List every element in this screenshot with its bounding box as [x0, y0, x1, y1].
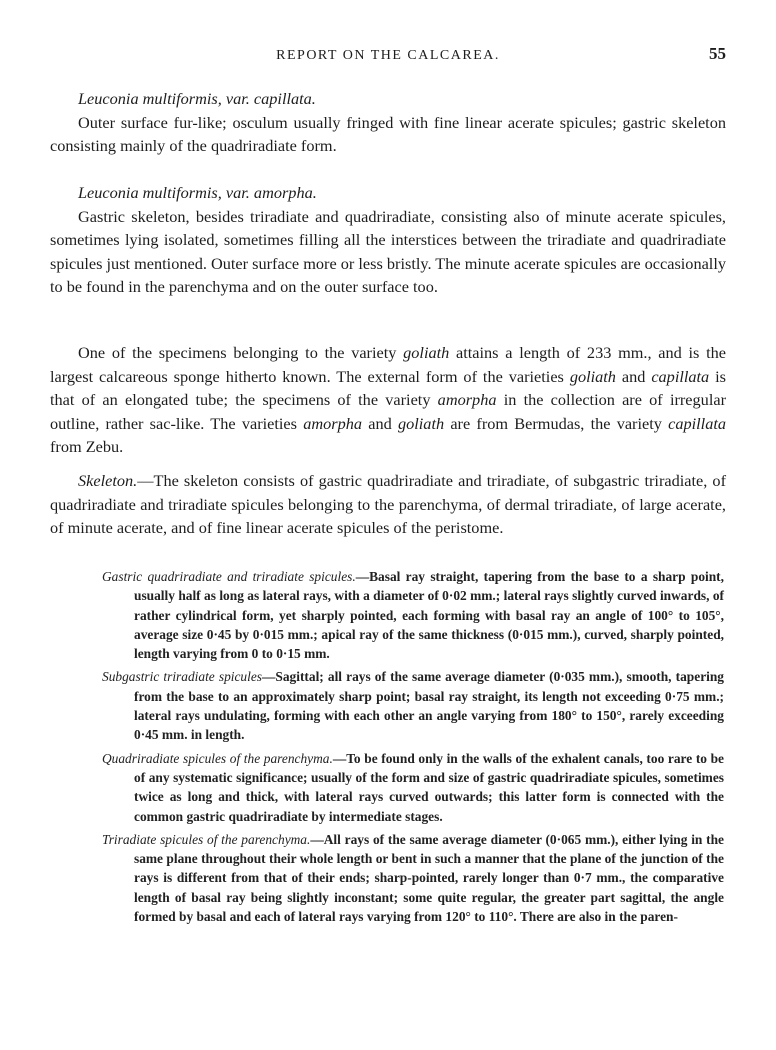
paragraph: One of the specimens belonging to the variety goliath attains a length of 233 mm., and is the largest calcareous sponge hitherto known. The external form of the varieties goliath and capillata is that of an elongated tube; the specimens of the variety amorpha in the collection are of irregular outline, rather sac-like. The varieties amorpha and goliath are from Bermudas, the variety capillata from Zebu. — [50, 343, 727, 457]
paragraph: Gastric skeleton, besides triradiate and quadriradiate, consisting also of minute acerate spicules, sometimes lying isolated, sometimes filling all the interstices between the triradiate and quadriradiate spicules just mentioned. Outer surface more or less bristly. The minute acerate spicules are occasionally to be found in the parenchyma and on the outer surface too. — [50, 206, 726, 297]
section-amorpha — [50, 181, 726, 299]
paragraph: Skeleton.—The skeleton consists of gastric quadriradiate and triradiate, of subgastric triradiate, of quadriradiate and triradiate spicules belonging to the parenchyma, of dermal triradiate, of large acerate, of minute acerate, and of fine linear acerate spicules of the peristome. — [50, 471, 726, 538]
page-number: 55 — [709, 44, 726, 63]
variety-heading: Leuconia multiformis, var. capillata. — [78, 89, 316, 108]
spicule-entry: Triradiate spicules of the parenchyma.—All rays of the same average diameter (0·065 mm.), either lying in the same plane throughout their whole length or bent in such a manner that the plane of the junction of the rays is different from that of their ends; sharp-pointed, rarely longer than 0·7 mm., the comparative length of basal ray being slightly inconstant; some quite regular, the greater part sagittal, the angle formed by basal and each of lateral rays varying from 120° to 110°. There are also in the paren- — [102, 831, 724, 925]
section-goliath — [50, 341, 726, 459]
spicule-entry: Subgastric triradiate spicules—Sagittal; all rays of the same average diameter (0·035 mm.), smooth, tapering from the base to an approximately sharp point; basal ray straight, its length not exceeding 0·75 mm.; lateral rays undulating, forming with each other an angle varying from 180° to 150°, rarely exceeding 0·45 mm. in length. — [102, 669, 725, 743]
spicule-descriptions — [102, 567, 724, 930]
spicule-entry: Gastric quadriradiate and triradiate spicules.—Basal ray straight, tapering from the base to a sharp point, usually half as long as lateral rays, with a diameter of 0·02 mm.; lateral rays slightly curved inwards, of rather cylindrical form, yet sharply pointed, each forming with basal ray an angle of 100° to 105°, average size 0·45 by 0·015 mm.; apical ray of the same thickness (0·015 mm.), curved, sharply pointed, length varying from 0 to 0·15 mm. — [102, 569, 724, 662]
running-head: REPORT ON THE CALCAREA. — [276, 48, 500, 63]
section-capillata — [50, 87, 726, 158]
spicule-entry: Quadriradiate spicules of the parenchyma.—To be found only in the walls of the exhalent canals, too rare to be of any systematic significance; usually of the form and size of gastric quadriradiate spicules, sometimes twice as long and thick, with lateral rays curved outwards; this latter form is connected with the common gastric quadriradiate by intermediate stages. — [102, 750, 724, 824]
paragraph: Outer surface fur-like; osculum usually fringed with fine linear acerate spicules; gastric skeleton consisting mainly of the quadriradiate form. — [50, 112, 726, 156]
section-skeleton — [50, 469, 726, 540]
page-header — [50, 44, 726, 70]
skeleton-lead: Skeleton. — [78, 471, 138, 490]
variety-heading: Leuconia multiformis, var. amorpha. — [78, 183, 317, 202]
